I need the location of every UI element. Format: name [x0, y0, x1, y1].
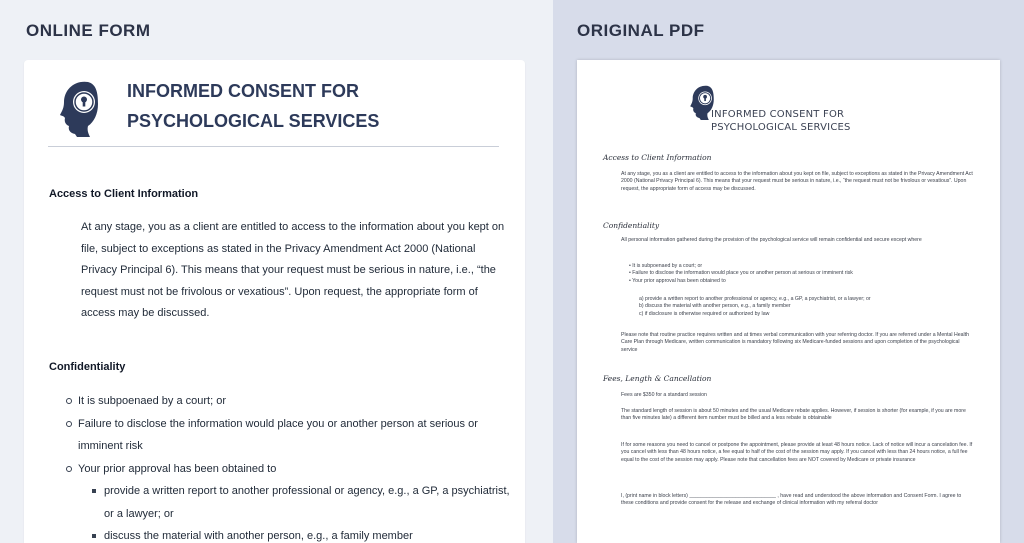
list-item: • Failure to disclose the information would place you or another person at serious or imminent risk [629, 270, 969, 277]
pdf-confidentiality-note: Please note that routine practice requires written and at times verbal communication with your referring doctor. If you are referred under a Mental Health Care Plan through Medicare, written communication is mandatory following six Medicare-funded sessions and upon completion of the psychological service [621, 332, 970, 353]
pdf-fees-cancellation: If for some reasons you need to cancel or postpone the appointment, please provide at least 48 hours notice. Lack of notice will incur a cancelation fee. If you cancel with less than 48 hours notice, a fee equal to half of the cost of the session may apply. If you cancel with less than 24 hours notice, a full fee equal to the cost of the session may apply. Please note that cancellation fees are NOT covered by Medicare or private insurance [621, 442, 973, 463]
online-form-card [24, 60, 525, 543]
pdf-confidentiality-section-title: Confidentiality [603, 221, 660, 230]
pdf-confidentiality-intro: All personal information gathered during the provision of the psychological service will remain confidential and secure except where [621, 237, 922, 243]
list-item: Failure to disclose the information would place you or another person at serious or imminent risk [78, 413, 518, 458]
pdf-fees-length: The standard length of session is about 50 minutes and the usual Medicare rebate applies. However, if session is shorter (for example, if you are more than five minutes late) a different item number must be billed and a less rebate is obtainable [621, 408, 966, 422]
sub-list-item: discuss the material with another person, e.g., a family member [104, 525, 518, 543]
pdf-consent-statement: I, (print name in block letters) ______________________________ , have read and understood the above information and Consent Form. I agree to these conditions and provide consent for the release and exchange of clinical information with my referral doctor [621, 493, 962, 507]
list-item: • Your prior approval has been obtained to [629, 278, 969, 285]
pdf-fees-section-title: Fees, Length & Cancellation [603, 374, 712, 383]
pdf-page [577, 60, 1000, 543]
pdf-fees-amount: Fees are $350 for a standard session [621, 392, 707, 398]
pdf-alpha-list [639, 296, 969, 318]
pdf-heading-line1: INFORMED CONSENT FOR [711, 109, 845, 120]
form-heading-line2: PSYCHOLOGICAL SERVICES [127, 111, 380, 131]
list-item [78, 458, 518, 543]
form-divider [48, 146, 499, 147]
form-sub-list [78, 480, 518, 543]
list-item: • It is subpoenaed by a court; or [629, 263, 969, 270]
list-item: b) discuss the material with another person, e.g., a family member [639, 303, 791, 310]
form-access-paragraph: At any stage, you as a client are entitled to access to the information about you kept on file, subject to exceptions as stated in the Privacy Amendment Act 2000 (National Privacy Principal 6). This means that your request must be serious in nature, i.e., “the request must not be frivolous or vexatious”. Upon request, the appropriate form of access may be discussed. [81, 221, 505, 319]
original-pdf-title: ORIGINAL PDF [577, 21, 705, 40]
form-access-section-title: Access to Client Information [49, 188, 199, 200]
list-item: c) if disclosure is otherwise required or authorized by law [639, 310, 770, 317]
pdf-heading-line2: PSYCHOLOGICAL SERVICES [711, 122, 851, 133]
original-pdf-panel [553, 0, 1024, 543]
list-item: a) provide a written report to another professional or agency, e.g., a GP, a psychiatrist, or a lawyer; or [639, 296, 871, 302]
form-confidentiality-list [64, 390, 518, 543]
pdf-access-section-title: Access to Client Information [603, 153, 712, 162]
head-keyhole-logo-icon [58, 78, 100, 138]
form-confidentiality-section-title: Confidentiality [49, 361, 126, 373]
form-heading [127, 76, 379, 136]
sub-list-item: provide a written report to another professional or agency, e.g., a GP, a psychiatrist, or a lawyer; or [104, 480, 518, 525]
pdf-heading [711, 108, 851, 134]
pdf-access-paragraph: At any stage, you as a client are entitled to access to the information about you kept on file, subject to exceptions as stated in the Privacy Amendment Act 2000 (National Privacy Principal 6). This means that your request must be serious in nature, i.e., “the request must not be frivolous or vexatious”. Upon request, the appropriate form of access may be discussed. [621, 171, 973, 192]
list-item: It is subpoenaed by a court; or [78, 390, 518, 413]
online-form-title: ONLINE FORM [26, 21, 151, 40]
list-item-text: Your prior approval has been obtained to [78, 462, 277, 475]
pdf-confidentiality-bullets [629, 263, 969, 285]
form-heading-line1: INFORMED CONSENT FOR [127, 81, 359, 101]
